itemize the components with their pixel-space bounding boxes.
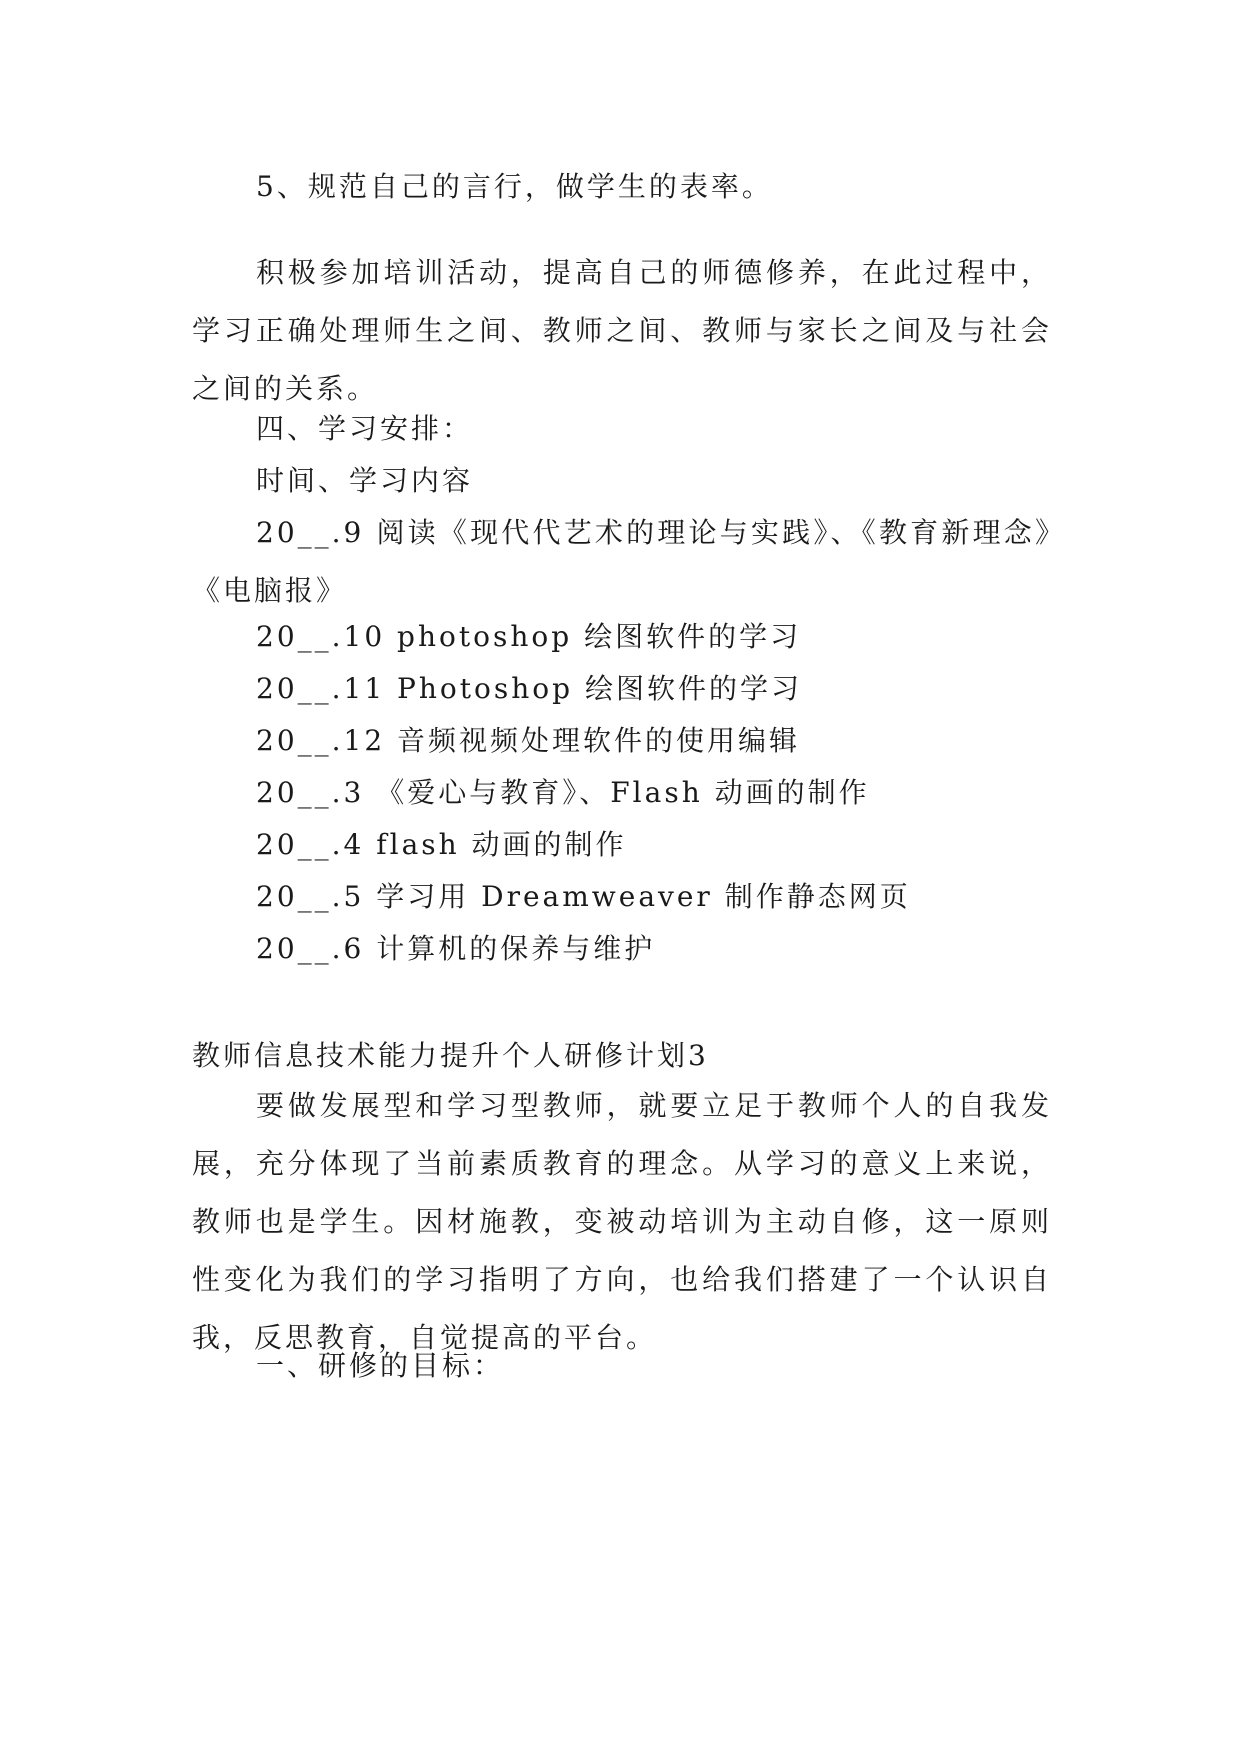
section-heading-goals: 一、研修的目标： xyxy=(256,1349,505,1382)
schedule-item: 20__.11 Photoshop 绘图软件的学习 xyxy=(256,672,802,705)
schedule-item: 20__.4 flash 动画的制作 xyxy=(256,828,627,861)
paragraph-norms: 5、规范自己的言行，做学生的表率。 xyxy=(256,170,773,203)
document-section-title: 教师信息技术能力提升个人研修计划3 xyxy=(192,1039,709,1072)
paragraph-development: 要做发展型和学习型教师，就要立足于教师个人的自我发展，充分体现了当前素质教育的理念。从学习的意义上来说，教师也是学生。因材施教，变被动培训为主动自修，这一原则性变化为我们的学习指明了方向，也给我们搭建了一个认识自我，反思教育，自觉提高的平台。 xyxy=(192,1089,1052,1354)
schedule-item: 20__.12 音频视频处理软件的使用编辑 xyxy=(256,724,801,757)
paragraph-training: 积极参加培训活动，提高自己的师德修养，在此过程中，学习正确处理师生之间、教师之间、教师与家长之间及与社会之间的关系。 xyxy=(192,256,1052,405)
schedule-item: 20__.9 阅读《现代代艺术的理论与实践》、《教育新理念》《电脑报》 xyxy=(192,516,1052,607)
schedule-item: 20__.3 《爱心与教育》、Flash 动画的制作 xyxy=(256,776,870,809)
section-heading-study-arrangement: 四、学习安排： xyxy=(256,412,474,445)
schedule-item: 20__.5 学习用 Dreamweaver 制作静态网页 xyxy=(256,880,911,913)
schedule-item: 20__.6 计算机的保养与维护 xyxy=(256,932,656,965)
schedule-item: 20__.10 photoshop 绘图软件的学习 xyxy=(256,620,802,653)
schedule-header: 时间、学习内容 xyxy=(256,464,474,497)
